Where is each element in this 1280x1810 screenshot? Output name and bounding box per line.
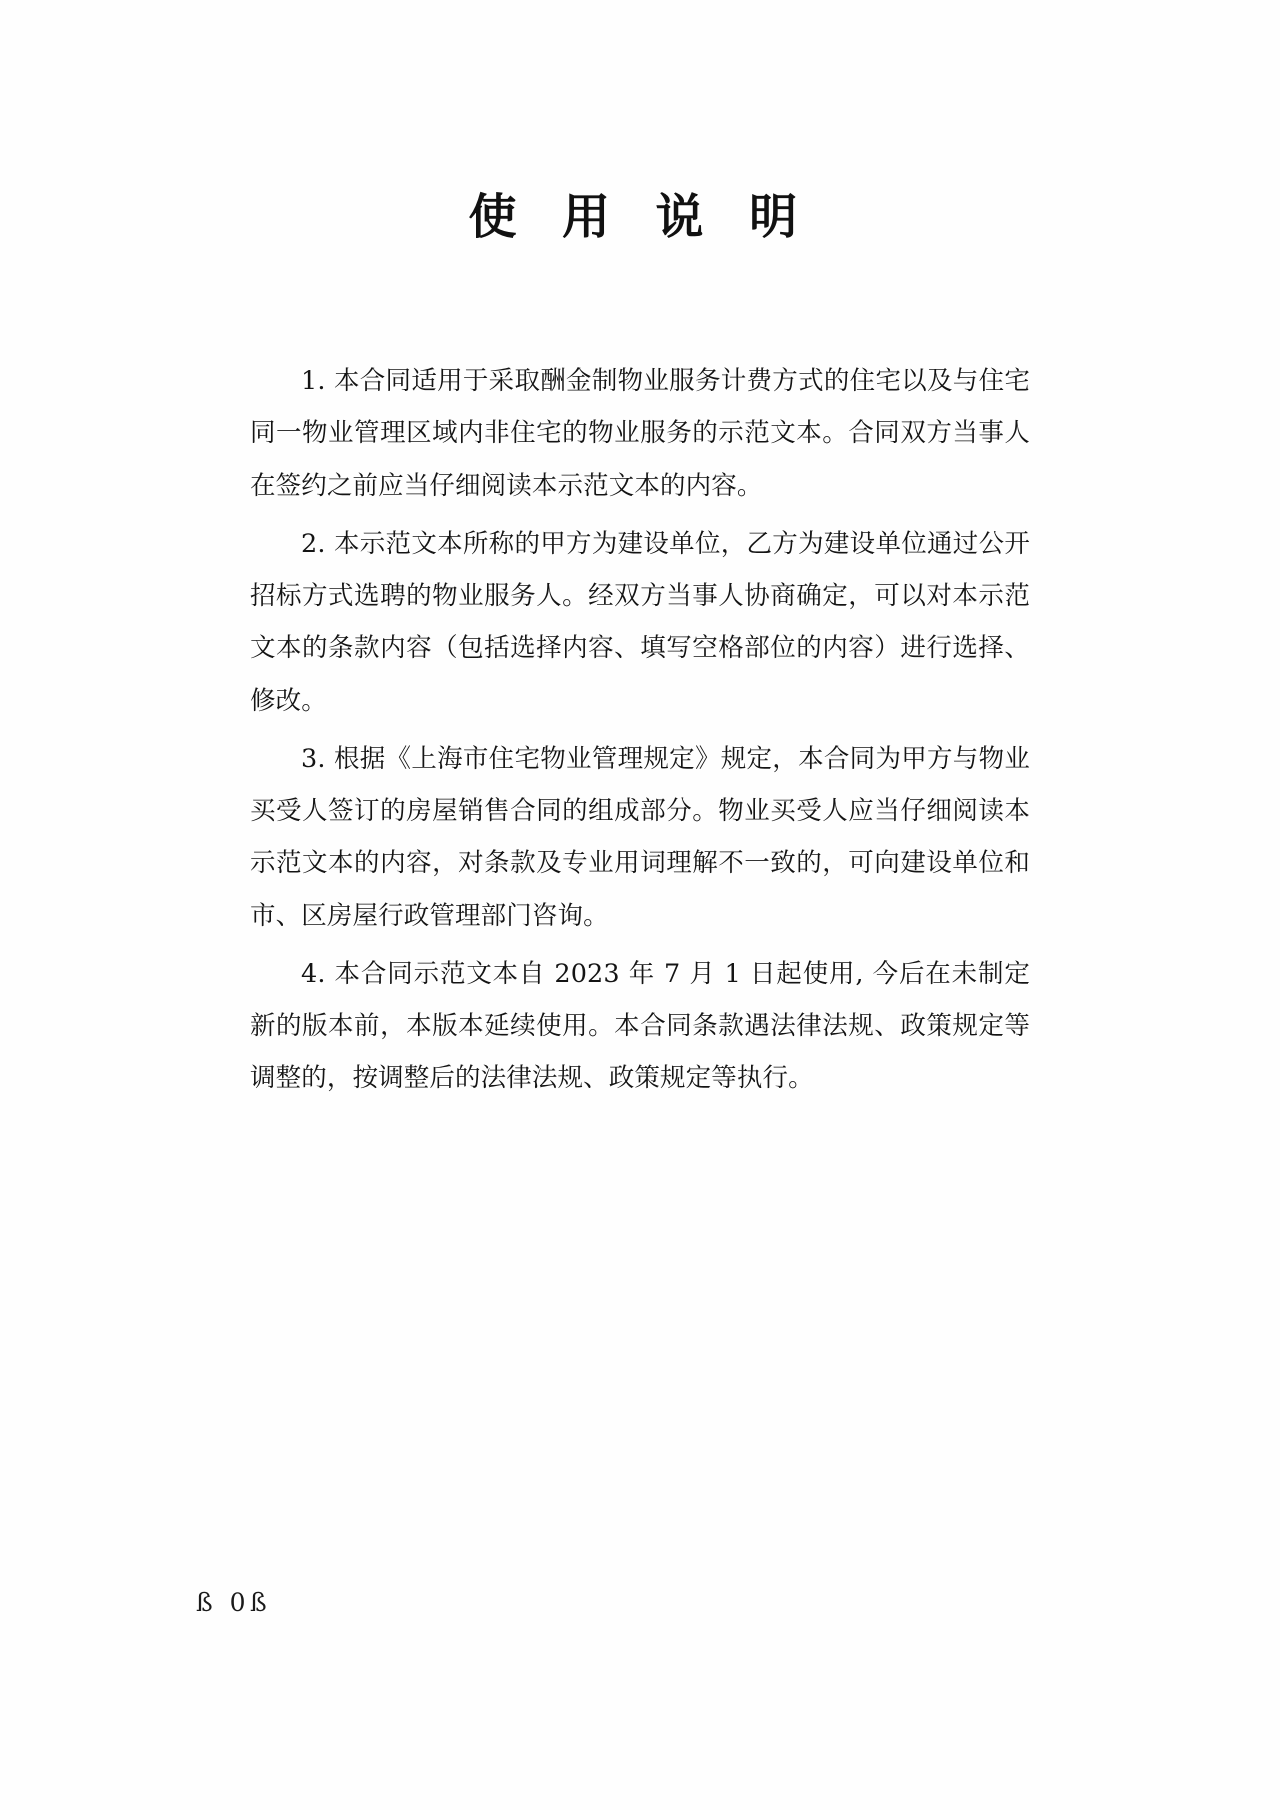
paragraph-4: 4. 本合同示范文本自 2023 年 7 月 1 日起使用, 今后在未制定新的版本前，本版本延续使用。本合同条款遇法律法规、政策规定等调整的，按调整后的法律法规、政策规定等执行。 [250,958,1030,1094]
document-body [250,247,1030,1105]
page-footer: ß 0ß [196,1588,272,1617]
paragraph-2: 2. 本示范文本所称的甲方为建设单位，乙方为建设单位通过公开招标方式选聘的物业服务人。经双方当事人协商确定，可以对本示范文本的条款内容（包括选择内容、填写空格部位的内容）进行选择、修改。 [250,528,1030,716]
paragraph-1: 1. 本合同适用于采取酬金制物业服务计费方式的住宅以及与住宅同一物业管理区域内非住宅的物业服务的示范文本。合同双方当事人在签约之前应当仔细阅读本示范文本的内容。 [250,366,1030,501]
paragraph-3: 3. 根据《上海市住宅物业管理规定》规定，本合同为甲方与物业买受人签订的房屋销售合同的组成部分。物业买受人应当仔细阅读本示范文本的内容，对条款及专业用词理解不一致的，可向建设单位和市、区房屋行政管理部门咨询。 [250,743,1030,931]
page-title: 使 用 说 明 [468,189,812,245]
